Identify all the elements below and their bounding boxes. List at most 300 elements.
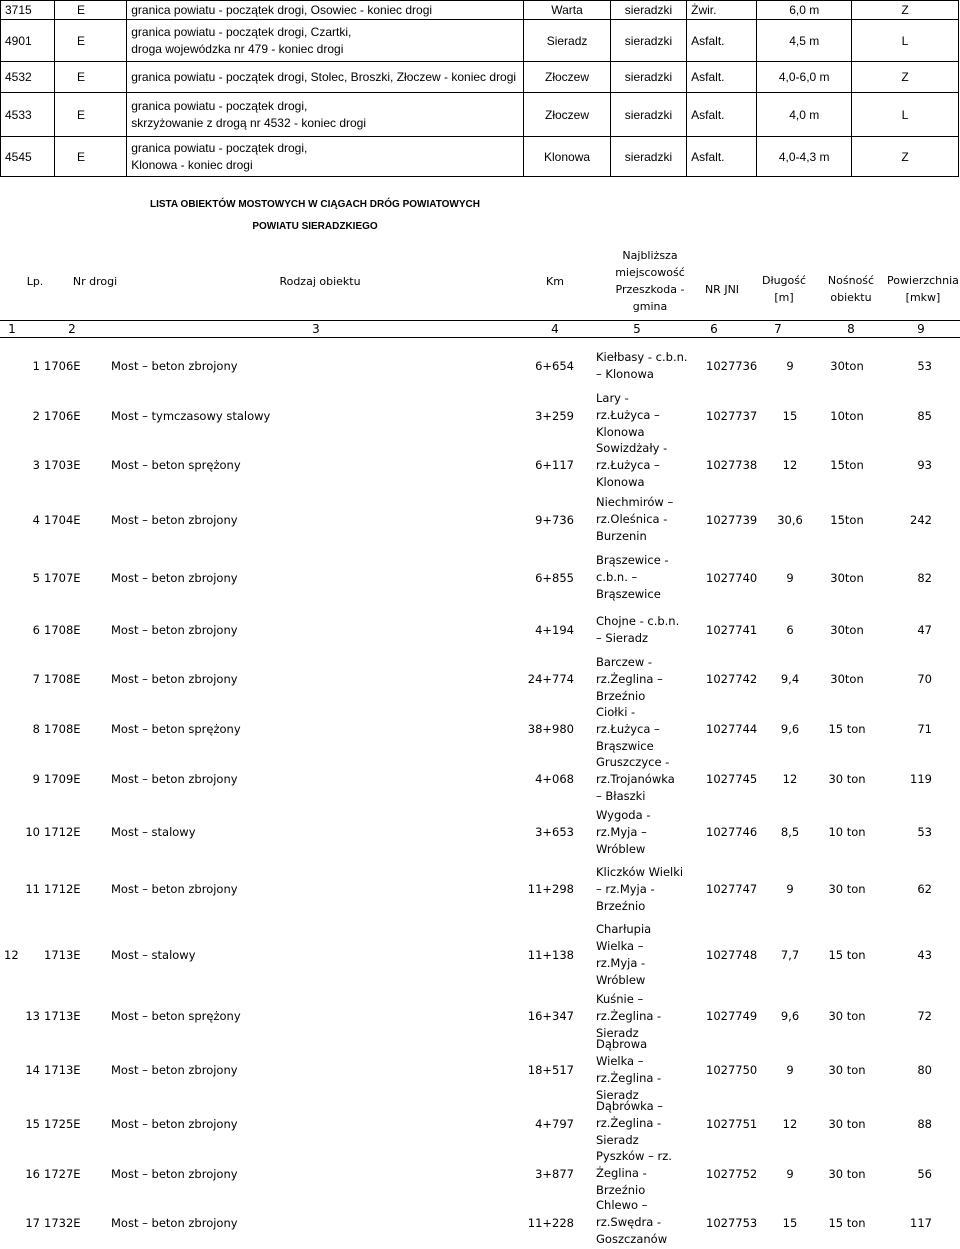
bridge-area: 62 <box>917 882 932 896</box>
road-row <box>1 93 959 137</box>
bridge-load: 15 ton <box>828 947 866 962</box>
bridge-row <box>0 342 960 390</box>
bridge-location-line: Kliczków Wielki <box>596 864 684 879</box>
road-width: 4,0-6,0 m <box>757 62 852 93</box>
bridge-jni: 1027751 <box>706 1116 758 1131</box>
bridge-location <box>596 1149 706 1198</box>
header-area-line: Powierzchnia <box>887 274 959 287</box>
bridge-location-line: Ciołki - <box>596 704 636 719</box>
bridge-load: 30ton <box>830 672 864 686</box>
bridge-location-line: Barczew - <box>596 654 653 669</box>
bridge-jni: 1027747 <box>706 882 758 896</box>
bridge-location <box>596 860 706 918</box>
bridge-jni: 1027750 <box>706 1062 758 1077</box>
road-description-line: granica powiatu - początek drogi, Osowiec - koniec drogi <box>131 2 433 17</box>
bridge-jni: 1027749 <box>706 1009 758 1023</box>
bridge-row <box>0 441 960 489</box>
bridge-type: Most – beton zbrojony <box>111 512 238 527</box>
bridge-lp: 1 <box>32 359 40 373</box>
bridge-location <box>596 704 706 754</box>
road-surface: Asfalt. <box>687 20 757 62</box>
bridge-lp: 5 <box>32 570 40 585</box>
bridge-jni: 1027741 <box>706 622 758 637</box>
header-load <box>818 262 884 316</box>
bridge-area: 70 <box>917 672 932 686</box>
bridge-location-line: Sieradz <box>596 1087 639 1102</box>
road-description <box>127 1 524 20</box>
road-surface: Asfalt. <box>687 137 757 177</box>
bridge-load: 30 ton <box>828 1116 866 1131</box>
bridge-type: Most – beton zbrojony <box>111 622 238 637</box>
bridge-road: 1707E <box>44 570 81 585</box>
bridge-jni: 1027752 <box>706 1166 758 1181</box>
bridge-load: 30 ton <box>828 1009 866 1023</box>
bridge-location <box>596 441 706 489</box>
road-row <box>1 20 959 62</box>
road-width: 4,5 m <box>757 20 852 62</box>
bridge-km: 3+877 <box>535 1166 574 1181</box>
road-width: 6,0 m <box>757 1 852 20</box>
bridge-location <box>596 390 706 441</box>
bridge-length: 9 <box>786 359 794 373</box>
bridge-type: Most – beton zbrojony <box>111 1166 238 1181</box>
bridge-lp: 10 <box>25 825 40 839</box>
road-category: E <box>54 20 126 62</box>
bridge-location-line: Żeglina - <box>596 1166 647 1180</box>
bridge-area: 85 <box>917 408 932 423</box>
bridge-km: 4+194 <box>535 622 574 637</box>
bridge-location-line: Kuśnie – <box>596 991 644 1006</box>
bridge-length: 9 <box>786 1166 794 1181</box>
road-city: Złoczew <box>524 62 611 93</box>
bridge-location-line: Goszczanów <box>596 1232 668 1246</box>
road-powiat: sieradzki <box>610 93 686 137</box>
bridge-location-line: Chlewo – <box>596 1198 648 1212</box>
bridge-location-line: Pyszków – rz. <box>596 1149 672 1163</box>
road-city: Klonowa <box>524 137 611 177</box>
bridge-length: 7,7 <box>780 947 800 962</box>
bridge-location-text <box>596 1036 661 1104</box>
bridge-jni: 1027740 <box>706 570 758 585</box>
road-city: Złoczew <box>524 93 611 137</box>
bridge-lp: 16 <box>25 1166 40 1181</box>
road-status: Z <box>852 137 959 177</box>
bridge-length: 9,6 <box>780 722 800 736</box>
bridge-lp: 6 <box>32 622 40 637</box>
header-jni: NR JNI <box>704 282 740 296</box>
bridge-km: 6+654 <box>535 359 574 373</box>
bridge-location-text <box>596 390 660 441</box>
bridge-location-line: Chojne - c.b.n. <box>596 613 680 628</box>
bridge-jni: 1027739 <box>706 512 758 527</box>
bridge-row <box>0 654 960 704</box>
header-km: Km <box>546 274 564 288</box>
bridge-location-line: rz.Żeglina - <box>596 1008 662 1023</box>
road-description-line: droga wojewódzka nr 479 - koniec drogi <box>131 41 344 56</box>
road-description-line: granica powiatu - początek drogi, Czartki, <box>131 24 352 39</box>
bridge-area: 53 <box>917 825 932 839</box>
column-numbers-row <box>0 320 960 338</box>
bridge-location-line: Sowizdżały - <box>596 440 668 455</box>
road-row <box>1 1 959 20</box>
bridge-length: 9,4 <box>780 672 800 686</box>
bridge-area: 88 <box>917 1116 932 1131</box>
bridge-row <box>0 991 960 1041</box>
road-status: L <box>852 20 959 62</box>
bridge-location-text <box>596 1098 663 1149</box>
bridge-type: Most – beton zbrojony <box>111 1215 238 1230</box>
bridge-row <box>0 1098 960 1149</box>
bridge-lp: 9 <box>32 772 40 786</box>
bridge-location <box>596 489 706 550</box>
bridge-area: 56 <box>917 1166 932 1181</box>
bridge-km: 11+228 <box>527 1215 574 1230</box>
road-status: Z <box>852 1 959 20</box>
bridge-load: 30 ton <box>828 772 866 786</box>
bridge-load: 30 ton <box>828 1062 866 1077</box>
bridge-location-line: Lary - <box>596 391 629 405</box>
bridge-load: 30ton <box>830 622 864 637</box>
bridge-location-text <box>596 654 663 705</box>
bridge-location-line: rz.Żeglina - <box>596 1070 662 1085</box>
bridge-length: 12 <box>782 458 798 472</box>
bridge-location-text <box>596 440 667 491</box>
bridge-road: 1706E <box>44 359 81 373</box>
header-road: Nr drogi <box>72 274 118 288</box>
bridge-length: 15 <box>782 408 798 423</box>
bridge-type: Most – beton zbrojony <box>111 570 238 585</box>
bridge-load: 30ton <box>830 359 864 373</box>
bridge-area: 242 <box>910 512 932 527</box>
bridge-lp: 12 <box>4 947 19 962</box>
bridge-type: Most – beton zbrojony <box>111 882 238 896</box>
bridge-km: 3+259 <box>535 408 574 423</box>
bridge-road: 1713E <box>44 1009 81 1023</box>
bridge-location-line: rz.Trojanówka <box>596 771 675 786</box>
bridge-km: 9+736 <box>535 512 574 527</box>
bridge-location <box>596 1036 706 1102</box>
bridge-location-line: Brąszewice <box>596 587 661 601</box>
bridge-type: Most – tymczasowy stalowy <box>111 408 271 423</box>
column-number: 4 <box>551 322 559 336</box>
road-description-line: granica powiatu - początek drogi, Stolec, Broszki, Złoczew - koniec drogi <box>131 69 517 84</box>
bridge-length: 9 <box>786 570 794 585</box>
bridge-load: 10 ton <box>828 825 866 839</box>
road-category: E <box>54 93 126 137</box>
bridge-lp: 11 <box>25 882 40 896</box>
road-number: 4901 <box>1 20 55 62</box>
road-category: E <box>54 1 126 20</box>
bridge-location <box>596 550 706 605</box>
bridge-location <box>596 605 706 654</box>
bridge-location-line: Wielka – <box>596 1053 644 1068</box>
bridge-location-line: Klonowa <box>596 474 645 489</box>
header-location-line: Przeszkoda - <box>615 283 685 296</box>
bridge-type: Most – beton sprężony <box>111 722 241 736</box>
bridge-load: 30ton <box>830 570 864 585</box>
bridge-km: 24+774 <box>527 672 574 686</box>
bridge-type: Most – beton zbrojony <box>111 359 238 373</box>
road-number: 3715 <box>1 1 55 20</box>
bridge-lp: 4 <box>32 512 40 527</box>
bridge-location-line: Brąszewice - <box>596 553 669 567</box>
bridge-location-line: Sieradz <box>596 1025 639 1040</box>
bridge-location-line: Gruszczyce - <box>596 754 670 769</box>
bridge-location-text <box>596 704 660 755</box>
bridge-list-subtitle: POWIATU SIERADZKIEGO <box>252 221 378 232</box>
bridge-location-text <box>596 613 679 647</box>
bridge-location-text <box>596 864 683 915</box>
roads-table <box>0 0 959 177</box>
column-number: 5 <box>633 322 641 336</box>
bridge-load: 15 ton <box>828 1215 866 1230</box>
bridge-location-line: rz.Myja – <box>596 824 647 839</box>
bridge-location-line: rz.Żeglina - <box>596 1116 662 1130</box>
bridge-location-line: Dąbrówka – <box>596 1099 664 1113</box>
road-description <box>127 62 524 93</box>
bridge-length: 9 <box>786 882 794 896</box>
bridge-row <box>0 860 960 918</box>
bridge-road: 1708E <box>44 722 81 736</box>
road-description <box>127 137 524 177</box>
bridge-load: 15 ton <box>828 722 866 736</box>
bridge-location-text <box>596 349 688 383</box>
bridge-road: 1725E <box>44 1116 81 1131</box>
bridge-area: 93 <box>917 458 932 472</box>
road-powiat: sieradzki <box>610 20 686 62</box>
bridge-road: 1712E <box>44 825 81 839</box>
bridge-row <box>0 550 960 605</box>
road-city: Warta <box>524 1 611 20</box>
bridge-location-line: Wygoda - <box>596 807 651 822</box>
road-description-line: granica powiatu - początek drogi, <box>131 98 308 113</box>
header-type: Rodzaj obiektu <box>279 274 361 288</box>
header-load-line: Nośność <box>827 274 875 287</box>
bridge-lp: 7 <box>32 672 40 686</box>
bridge-location-line: rz.Łużyca – <box>596 457 660 472</box>
road-surface: Asfalt. <box>687 62 757 93</box>
road-description-line: skrzyżowanie z drogą nr 4532 - koniec drogi <box>131 115 367 130</box>
header-length: Długość [m] <box>761 274 807 304</box>
bridge-location-line: rz.Myja - <box>596 955 646 970</box>
bridge-lp: 3 <box>32 458 40 472</box>
bridge-location <box>596 654 706 704</box>
bridge-location-line: Charłupia <box>596 921 652 936</box>
road-surface: Asfalt. <box>687 93 757 137</box>
bridge-lp: 15 <box>25 1116 40 1131</box>
bridge-location <box>596 1098 706 1149</box>
bridge-jni: 1027746 <box>706 825 758 839</box>
bridge-road: 1712E <box>44 882 81 896</box>
bridge-area: 119 <box>910 772 932 786</box>
bridge-lp: 2 <box>32 408 40 423</box>
header-location-line: miejscowość <box>615 266 685 279</box>
bridge-length: 9 <box>786 1062 794 1077</box>
bridge-km: 18+517 <box>527 1062 574 1077</box>
bridge-location-line: – Klonowa <box>596 367 654 381</box>
bridge-km: 4+797 <box>535 1116 574 1131</box>
bridge-location-line: Brzeźnio <box>596 688 646 703</box>
bridge-jni: 1027736 <box>706 359 758 373</box>
bridge-location-text <box>596 921 651 989</box>
bridge-km: 6+117 <box>535 458 574 472</box>
bridge-length: 15 <box>782 1215 798 1230</box>
column-number: 3 <box>312 322 320 336</box>
header-location-line: gmina <box>632 300 668 313</box>
road-powiat: sieradzki <box>610 62 686 93</box>
bridge-row <box>0 918 960 991</box>
bridge-row <box>0 390 960 441</box>
bridge-row <box>0 754 960 804</box>
bridge-km: 4+068 <box>535 772 574 786</box>
road-city: Sieradz <box>524 20 611 62</box>
column-number: 7 <box>774 322 782 336</box>
bridge-row <box>0 1149 960 1198</box>
road-description-line: granica powiatu - początek drogi, <box>131 140 308 155</box>
bridge-row <box>0 489 960 550</box>
road-row <box>1 62 959 93</box>
road-description <box>127 93 524 137</box>
road-powiat: sieradzki <box>610 1 686 20</box>
road-status: Z <box>852 62 959 93</box>
bridge-location <box>596 804 706 860</box>
bridge-area: 82 <box>917 570 932 585</box>
bridge-area: 53 <box>917 359 932 373</box>
bridge-length: 9,6 <box>780 1009 800 1023</box>
bridge-jni: 1027738 <box>706 458 758 472</box>
bridge-location-text <box>596 1197 667 1248</box>
road-row <box>1 137 959 177</box>
bridge-km: 16+347 <box>527 1009 574 1023</box>
bridge-road: 1706E <box>44 408 81 423</box>
bridge-jni: 1027742 <box>706 672 758 686</box>
header-lp: Lp. <box>26 274 44 288</box>
column-number: 9 <box>917 322 925 336</box>
road-width: 4,0-4,3 m <box>757 137 852 177</box>
bridge-length: 12 <box>782 1116 798 1131</box>
road-powiat: sieradzki <box>610 137 686 177</box>
bridge-type: Most – beton zbrojony <box>111 672 238 686</box>
bridge-area: 71 <box>917 722 932 736</box>
bridge-km: 11+138 <box>527 947 574 962</box>
bridge-road: 1713E <box>44 1062 81 1077</box>
bridge-location-line: Brzeźnio <box>596 1183 646 1197</box>
bridge-length: 8,5 <box>780 825 800 839</box>
bridge-location-line: Kiełbasy - c.b.n. <box>596 350 688 364</box>
bridge-type: Most – beton zbrojony <box>111 772 238 786</box>
bridge-km: 11+298 <box>527 882 574 896</box>
bridge-road: 1713E <box>44 947 81 962</box>
bridge-location-line: – Błaszki <box>596 788 646 803</box>
bridge-location-text <box>596 494 673 545</box>
bridge-type: Most – beton sprężony <box>111 1009 241 1023</box>
bridge-road: 1703E <box>44 458 81 472</box>
bridge-length: 30,6 <box>777 512 803 527</box>
road-surface: Żwir. <box>687 1 757 20</box>
bridge-location-line: rz.Łużyca – <box>596 721 660 736</box>
bridge-location-text <box>596 807 650 858</box>
bridge-type: Most – beton sprężony <box>111 458 241 472</box>
bridge-location-line: Burzenin <box>596 529 647 543</box>
bridge-lp: 8 <box>32 722 40 736</box>
bridge-location <box>596 991 706 1041</box>
bridge-location-line: Klonowa <box>596 425 645 439</box>
bridge-jni: 1027744 <box>706 722 758 736</box>
road-status: L <box>852 93 959 137</box>
bridge-load: 15ton <box>830 512 864 527</box>
header-location-line: Najbliższa <box>622 249 678 262</box>
bridge-row <box>0 1036 960 1102</box>
bridge-road: 1727E <box>44 1166 81 1181</box>
bridge-location-line: – Sieradz <box>596 630 649 645</box>
bridge-row <box>0 1198 960 1247</box>
bridge-type: Most – beton zbrojony <box>111 1062 238 1077</box>
column-number: 1 <box>8 322 16 336</box>
bridge-load: 10ton <box>830 408 864 423</box>
bridge-row <box>0 804 960 860</box>
bridge-row <box>0 704 960 754</box>
bridge-road: 1709E <box>44 772 81 786</box>
bridge-location-line: Niechmirów – <box>596 495 674 509</box>
bridge-lp: 17 <box>25 1215 40 1230</box>
bridge-road: 1704E <box>44 512 81 527</box>
bridge-lp: 14 <box>25 1062 40 1077</box>
bridge-location <box>596 1198 706 1247</box>
road-description <box>127 20 524 62</box>
bridge-location-line: Brzeźnio <box>596 898 646 913</box>
bridge-area: 72 <box>917 1009 932 1023</box>
bridge-location-line: – rz.Myja - <box>596 881 655 896</box>
bridge-location <box>596 754 706 804</box>
bridge-road: 1732E <box>44 1215 81 1230</box>
bridge-location-line: Wróblew <box>596 972 646 987</box>
column-number: 6 <box>710 322 718 336</box>
bridge-jni: 1027737 <box>706 408 758 423</box>
road-category: E <box>54 137 126 177</box>
bridge-location-line: Dąbrowa <box>596 1036 648 1051</box>
bridge-location-line: Sieradz <box>596 1133 639 1147</box>
bridge-km: 38+980 <box>527 722 574 736</box>
header-location <box>596 249 704 313</box>
bridge-road: 1708E <box>44 622 81 637</box>
bridge-area: 43 <box>917 947 932 962</box>
road-description-line: Klonowa - koniec drogi <box>131 157 253 172</box>
bridge-location-line: Brąszwice <box>596 738 654 753</box>
bridge-lp: 13 <box>25 1009 40 1023</box>
road-width: 4,0 m <box>757 93 852 137</box>
bridge-location-text <box>596 991 661 1042</box>
bridge-jni: 1027748 <box>706 947 758 962</box>
bridge-jni: 1027753 <box>706 1215 758 1230</box>
bridge-type: Most – stalowy <box>111 947 196 962</box>
bridge-location-line: Wielka – <box>596 938 644 953</box>
bridge-km: 6+855 <box>535 570 574 585</box>
bridge-location-line: Wróblew <box>596 841 646 856</box>
road-number: 4545 <box>1 137 55 177</box>
bridge-area: 47 <box>917 622 932 637</box>
road-number: 4533 <box>1 93 55 137</box>
bridge-area: 80 <box>917 1062 932 1077</box>
column-number: 8 <box>847 322 855 336</box>
bridge-row <box>0 605 960 654</box>
bridge-location-line: c.b.n. – <box>596 570 638 584</box>
bridge-type: Most – stalowy <box>111 825 196 839</box>
bridge-location-text <box>596 754 675 805</box>
bridge-location <box>596 918 706 991</box>
bridge-location-line: rz.Łużyca – <box>596 408 660 422</box>
road-category: E <box>54 62 126 93</box>
bridge-location-line: rz.Żeglina – <box>596 671 663 686</box>
